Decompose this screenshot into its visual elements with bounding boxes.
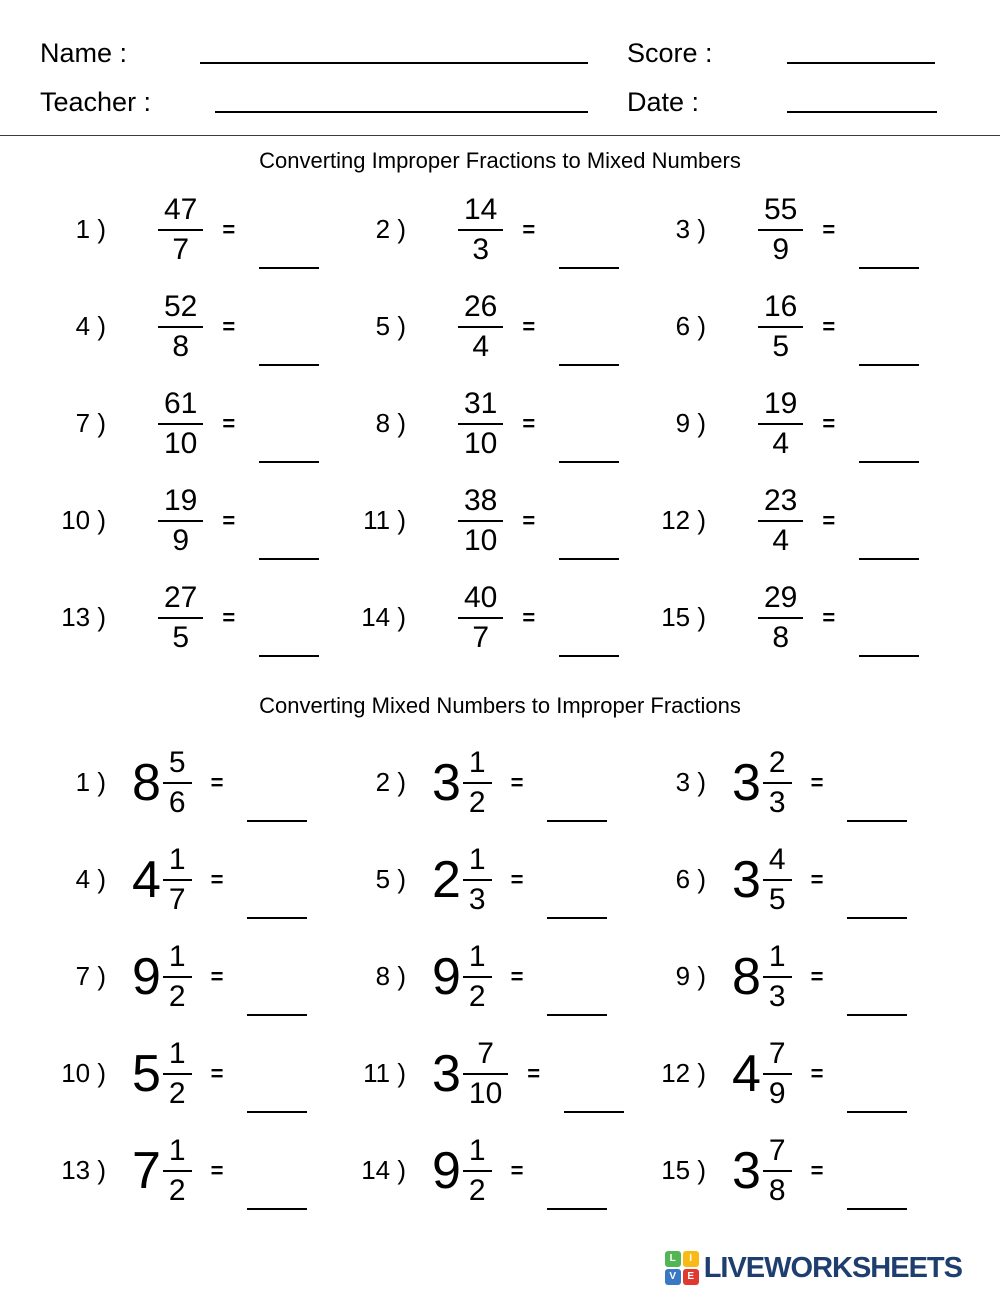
fraction-numerator: 1	[463, 1134, 492, 1172]
answer-blank[interactable]	[847, 1208, 907, 1210]
answer-blank[interactable]	[259, 655, 319, 657]
problem	[50, 734, 350, 831]
answer-blank[interactable]	[847, 1014, 907, 1016]
problem-number: 8 )	[375, 961, 406, 991]
fraction-denominator: 4	[472, 329, 490, 363]
fraction	[458, 193, 503, 266]
equals-sign: =	[522, 216, 536, 242]
fraction-numerator: 31	[458, 387, 503, 425]
fraction	[163, 843, 192, 916]
fraction	[463, 1037, 508, 1110]
liveworksheets-logo-icon	[665, 1251, 699, 1285]
fraction-numerator: 1	[163, 843, 192, 881]
fraction-denominator: 2	[168, 1173, 186, 1207]
score-label: Score :	[627, 38, 713, 69]
problem-number: 7 )	[75, 408, 106, 438]
fraction-denominator: 5	[772, 329, 790, 363]
equals-sign: =	[210, 1157, 224, 1183]
problem	[350, 569, 650, 666]
fraction-numerator: 26	[458, 290, 503, 328]
problem-number: 2 )	[375, 214, 406, 244]
fraction	[463, 746, 492, 819]
problem-number: 13 )	[61, 1155, 106, 1185]
fraction	[158, 484, 203, 557]
whole-number: 9	[432, 1141, 460, 1200]
answer-blank[interactable]	[547, 1014, 607, 1016]
answer-blank[interactable]	[847, 1111, 907, 1113]
fraction	[163, 1134, 192, 1207]
problem	[50, 181, 350, 278]
fraction-denominator: 10	[464, 426, 498, 460]
problem-number: 13 )	[61, 602, 106, 632]
fraction	[463, 843, 492, 916]
problem-number: 1 )	[75, 214, 106, 244]
problem-number: 9 )	[675, 961, 706, 991]
section-title-improper-to-mixed: Converting Improper Fractions to Mixed Numbers	[259, 148, 741, 173]
fraction-numerator: 7	[763, 1037, 792, 1075]
problem	[650, 375, 950, 472]
problem	[650, 181, 950, 278]
equals-sign: =	[810, 1157, 824, 1183]
equals-sign: =	[222, 313, 236, 339]
equals-sign: =	[822, 507, 836, 533]
fraction	[458, 290, 503, 363]
problem-number: 12 )	[661, 505, 706, 535]
fraction-numerator: 1	[163, 940, 192, 978]
equals-sign: =	[210, 769, 224, 795]
fraction-denominator: 7	[472, 620, 490, 654]
answer-blank[interactable]	[247, 917, 307, 919]
answer-blank[interactable]	[247, 1014, 307, 1016]
fraction-denominator: 3	[768, 979, 786, 1013]
answer-blank[interactable]	[859, 558, 919, 560]
equals-sign: =	[822, 216, 836, 242]
problem-number: 14 )	[361, 1155, 406, 1185]
answer-blank[interactable]	[859, 267, 919, 269]
problem	[650, 734, 950, 831]
fraction	[758, 387, 803, 460]
answer-blank[interactable]	[247, 1111, 307, 1113]
fraction-numerator: 19	[158, 484, 203, 522]
problem-number: 15 )	[661, 1155, 706, 1185]
answer-blank[interactable]	[259, 267, 319, 269]
fraction	[158, 387, 203, 460]
fraction-denominator: 8	[772, 620, 790, 654]
date-blank-line[interactable]	[787, 111, 937, 113]
fraction-numerator: 40	[458, 581, 503, 619]
equals-sign: =	[522, 410, 536, 436]
whole-number: 3	[432, 1044, 460, 1103]
whole-number: 4	[132, 850, 160, 909]
whole-number: 7	[132, 1141, 160, 1200]
logo-square-e: E	[683, 1269, 699, 1285]
fraction-denominator: 9	[772, 232, 790, 266]
problem	[350, 472, 650, 569]
fraction-numerator: 4	[763, 843, 792, 881]
problem-number: 15 )	[661, 602, 706, 632]
whole-number: 9	[432, 947, 460, 1006]
problem-number: 14 )	[361, 602, 406, 632]
answer-blank[interactable]	[259, 364, 319, 366]
fraction-numerator: 61	[158, 387, 203, 425]
problem	[650, 278, 950, 375]
answer-blank[interactable]	[859, 364, 919, 366]
equals-sign: =	[822, 410, 836, 436]
header-row-1	[40, 20, 960, 69]
equals-sign: =	[222, 410, 236, 436]
fraction-numerator: 52	[158, 290, 203, 328]
fraction-numerator: 1	[163, 1037, 192, 1075]
teacher-label: Teacher :	[40, 87, 152, 118]
fraction-denominator: 9	[172, 523, 190, 557]
fraction-denominator: 5	[768, 882, 786, 916]
whole-number: 3	[432, 753, 460, 812]
fraction-numerator: 1	[763, 940, 792, 978]
problem-number: 5 )	[375, 864, 406, 894]
fraction-numerator: 27	[158, 581, 203, 619]
problem-number: 5 )	[375, 311, 406, 341]
problem-number: 3 )	[675, 767, 706, 797]
problem	[50, 1025, 350, 1122]
answer-blank[interactable]	[847, 820, 907, 822]
fraction-denominator: 3	[468, 882, 486, 916]
problem	[650, 1025, 950, 1122]
problem	[350, 734, 650, 831]
answer-blank[interactable]	[559, 364, 619, 366]
fraction-denominator: 2	[468, 1173, 486, 1207]
fraction-denominator: 7	[172, 232, 190, 266]
whole-number: 8	[732, 947, 760, 1006]
fraction-denominator: 4	[772, 426, 790, 460]
fraction	[758, 193, 803, 266]
fraction	[758, 290, 803, 363]
mixed-to-improper-grid	[0, 734, 1000, 1219]
equals-sign: =	[510, 866, 524, 892]
fraction	[458, 484, 503, 557]
equals-sign: =	[222, 604, 236, 630]
problem-number: 4 )	[75, 864, 106, 894]
fraction-numerator: 19	[758, 387, 803, 425]
fraction-denominator: 9	[768, 1076, 786, 1110]
fraction-denominator: 8	[172, 329, 190, 363]
logo-square-i: I	[683, 1251, 699, 1267]
problem-number: 1 )	[75, 767, 106, 797]
equals-sign: =	[210, 866, 224, 892]
fraction-numerator: 23	[758, 484, 803, 522]
equals-sign: =	[210, 963, 224, 989]
problem	[50, 472, 350, 569]
improper-to-mixed-grid	[0, 181, 1000, 666]
problem	[650, 1122, 950, 1219]
fraction-numerator: 1	[463, 746, 492, 784]
problem	[50, 569, 350, 666]
fraction	[463, 1134, 492, 1207]
fraction-denominator: 4	[772, 523, 790, 557]
answer-blank[interactable]	[559, 461, 619, 463]
fraction	[158, 193, 203, 266]
fraction	[458, 387, 503, 460]
problem	[50, 278, 350, 375]
name-label: Name :	[40, 38, 128, 69]
fraction-numerator: 1	[463, 940, 492, 978]
equals-sign: =	[527, 1060, 541, 1086]
header-row-2	[40, 69, 960, 118]
fraction-numerator: 38	[458, 484, 503, 522]
equals-sign: =	[522, 604, 536, 630]
fraction-numerator: 1	[163, 1134, 192, 1172]
problem	[350, 1122, 650, 1219]
score-blank-line[interactable]	[787, 62, 935, 64]
fraction-numerator: 47	[158, 193, 203, 231]
fraction-numerator: 7	[763, 1134, 792, 1172]
fraction-denominator: 2	[468, 785, 486, 819]
problem-number: 4 )	[75, 311, 106, 341]
answer-blank[interactable]	[547, 1208, 607, 1210]
fraction-denominator: 10	[468, 1076, 503, 1110]
name-blank-line[interactable]	[200, 62, 588, 64]
problem-number: 6 )	[675, 864, 706, 894]
answer-blank[interactable]	[259, 558, 319, 560]
equals-sign: =	[510, 1157, 524, 1183]
fraction	[463, 940, 492, 1013]
answer-blank[interactable]	[859, 461, 919, 463]
fraction-denominator: 10	[464, 523, 498, 557]
whole-number: 2	[432, 850, 460, 909]
fraction	[163, 1037, 192, 1110]
fraction	[763, 843, 792, 916]
brand-wordmark: LIVEWORKSHEETS	[703, 1251, 962, 1284]
fraction	[763, 940, 792, 1013]
whole-number: 4	[732, 1044, 760, 1103]
fraction-denominator: 10	[164, 426, 198, 460]
equals-sign: =	[210, 1060, 224, 1086]
equals-sign: =	[510, 769, 524, 795]
whole-number: 8	[132, 753, 160, 812]
problem	[50, 831, 350, 928]
problem-number: 8 )	[375, 408, 406, 438]
fraction-numerator: 7	[463, 1037, 508, 1075]
equals-sign: =	[810, 1060, 824, 1086]
problem	[50, 928, 350, 1025]
answer-blank[interactable]	[859, 655, 919, 657]
problem	[350, 375, 650, 472]
fraction-numerator: 16	[758, 290, 803, 328]
fraction-numerator: 55	[758, 193, 803, 231]
fraction-denominator: 2	[468, 979, 486, 1013]
problem	[50, 375, 350, 472]
answer-blank[interactable]	[847, 917, 907, 919]
problem-number: 12 )	[661, 1058, 706, 1088]
fraction-denominator: 6	[168, 785, 186, 819]
fraction	[158, 290, 203, 363]
fraction	[763, 1037, 792, 1110]
fraction-numerator: 14	[458, 193, 503, 231]
brand-footer	[665, 1251, 962, 1285]
problem	[350, 278, 650, 375]
problem	[50, 1122, 350, 1219]
whole-number: 3	[732, 753, 760, 812]
equals-sign: =	[822, 604, 836, 630]
teacher-blank-line[interactable]	[215, 111, 588, 113]
section-title-mixed-to-improper: Converting Mixed Numbers to Improper Fractions	[259, 693, 741, 718]
fraction	[763, 746, 792, 819]
worksheet-header	[0, 0, 1000, 118]
fraction	[163, 746, 192, 819]
answer-blank[interactable]	[559, 655, 619, 657]
problem-number: 2 )	[375, 767, 406, 797]
whole-number: 3	[732, 850, 760, 909]
answer-blank[interactable]	[564, 1111, 624, 1113]
fraction-numerator: 2	[763, 746, 792, 784]
problem	[350, 928, 650, 1025]
fraction-denominator: 5	[172, 620, 190, 654]
whole-number: 9	[132, 947, 160, 1006]
logo-square-l: L	[665, 1251, 681, 1267]
problem	[350, 181, 650, 278]
problem-number: 11 )	[363, 1058, 406, 1088]
problem	[650, 569, 950, 666]
fraction	[763, 1134, 792, 1207]
fraction-denominator: 8	[768, 1173, 786, 1207]
fraction-denominator: 2	[168, 979, 186, 1013]
fraction-numerator: 29	[758, 581, 803, 619]
answer-blank[interactable]	[559, 558, 619, 560]
problem	[350, 831, 650, 928]
fraction	[163, 940, 192, 1013]
answer-blank[interactable]	[559, 267, 619, 269]
fraction-denominator: 3	[768, 785, 786, 819]
problem-number: 3 )	[675, 214, 706, 244]
answer-blank[interactable]	[547, 917, 607, 919]
answer-blank[interactable]	[259, 461, 319, 463]
equals-sign: =	[222, 216, 236, 242]
equals-sign: =	[522, 313, 536, 339]
problem-number: 6 )	[675, 311, 706, 341]
equals-sign: =	[810, 866, 824, 892]
problem	[650, 472, 950, 569]
equals-sign: =	[810, 963, 824, 989]
answer-blank[interactable]	[247, 820, 307, 822]
answer-blank[interactable]	[247, 1208, 307, 1210]
fraction	[458, 581, 503, 654]
fraction-numerator: 5	[163, 746, 192, 784]
fraction	[158, 581, 203, 654]
problem-number: 7 )	[75, 961, 106, 991]
problem-number: 11 )	[363, 505, 406, 535]
fraction-denominator: 7	[168, 882, 186, 916]
equals-sign: =	[822, 313, 836, 339]
date-label: Date :	[627, 87, 700, 118]
problem	[350, 1025, 650, 1122]
fraction-numerator: 1	[463, 843, 492, 881]
problem-number: 9 )	[675, 408, 706, 438]
whole-number: 3	[732, 1141, 760, 1200]
fraction	[758, 581, 803, 654]
answer-blank[interactable]	[547, 820, 607, 822]
logo-square-v: V	[665, 1269, 681, 1285]
problem-number: 10 )	[61, 1058, 106, 1088]
problem-number: 10 )	[61, 505, 106, 535]
fraction-denominator: 2	[168, 1076, 186, 1110]
equals-sign: =	[222, 507, 236, 533]
equals-sign: =	[510, 963, 524, 989]
equals-sign: =	[810, 769, 824, 795]
whole-number: 5	[132, 1044, 160, 1103]
problem	[650, 928, 950, 1025]
fraction-denominator: 3	[472, 232, 490, 266]
fraction	[758, 484, 803, 557]
problem	[650, 831, 950, 928]
equals-sign: =	[522, 507, 536, 533]
